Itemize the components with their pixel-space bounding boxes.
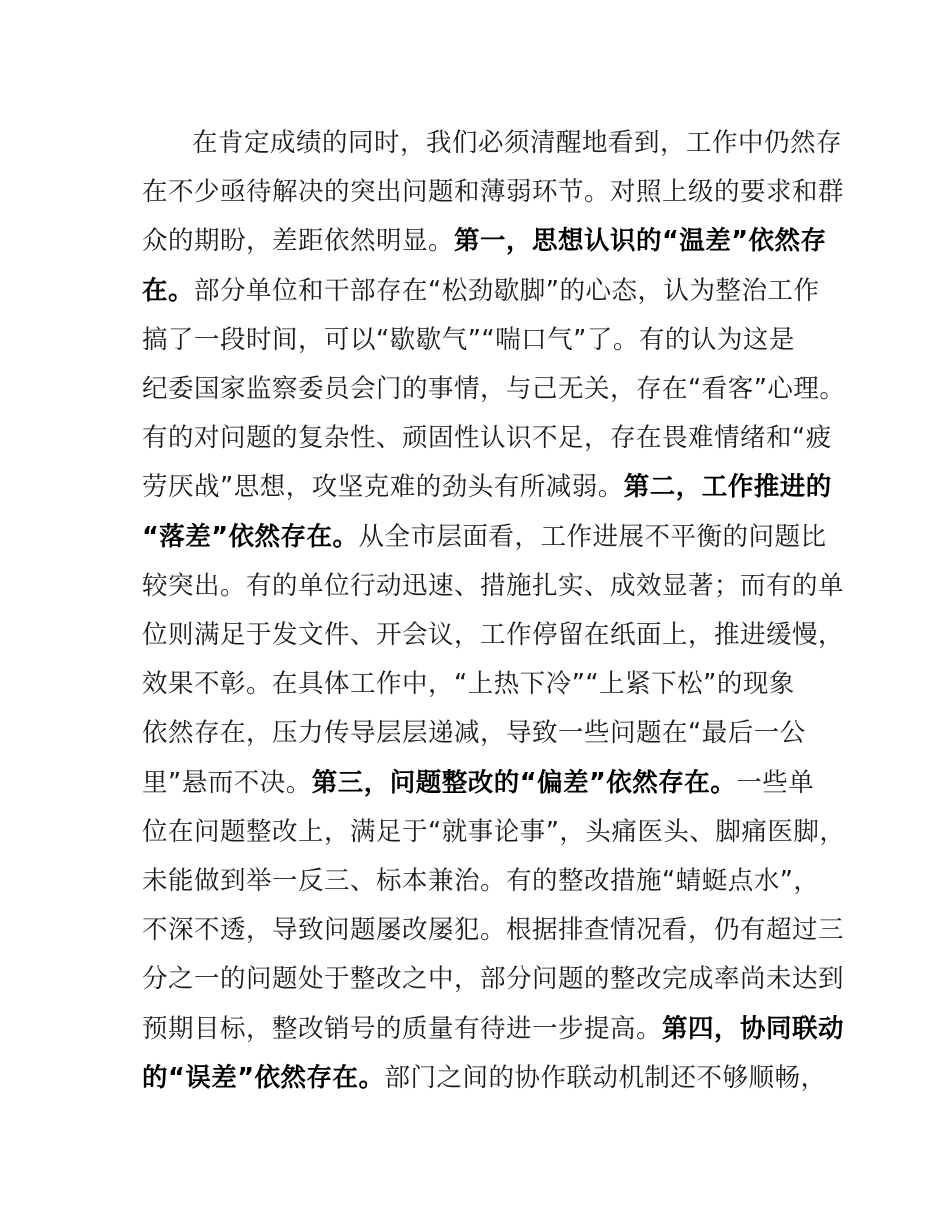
text-line	[142, 815, 845, 849]
text-line	[142, 962, 844, 996]
text-segment: 部分单位和干部存在“松劲歇脚”的心态，认为整治工作	[194, 276, 820, 306]
text-line	[142, 716, 806, 750]
text-segment: 效果不彰。在具体工作中，“上热下冷”“上紧下松”的现象	[142, 669, 795, 699]
text-line	[142, 421, 832, 455]
text-segment: 从全市层面看，工作进展不平衡的问题比	[358, 522, 827, 552]
text-segment: 位在问题整改上，满足于“就事论事”，头痛医头、脚痛医脚，	[142, 817, 846, 847]
text-segment: 部门之间的协作联动机制还不够顺畅，	[384, 1063, 827, 1093]
text-segment: 劳厌战”思想，攻坚克难的劲头有所减弱。	[142, 472, 624, 502]
text-line	[142, 175, 844, 209]
text-segment: 较突出。有的单位行动迅速、措施扎实、成效显著；而有的单	[142, 571, 845, 601]
text-line	[142, 372, 845, 406]
text-line	[142, 569, 844, 603]
bold-heading-segment: 第一，思想认识的“温差”依然存	[454, 226, 827, 256]
text-segment: 依然存在，压力传导层层递减，导致一些问题在“最后一公	[142, 718, 806, 748]
text-line	[142, 1061, 827, 1095]
bold-heading-segment: 的“误差”依然存在。	[142, 1063, 385, 1093]
text-line	[142, 913, 844, 947]
text-segment: 纪委国家监察委员会门的事情，与己无关，存在“看客”心理。	[142, 374, 846, 404]
text-line	[142, 224, 827, 258]
text-segment: 有的对问题的复杂性、顽固性认识不足，存在畏难情绪和“疲	[142, 423, 832, 453]
text-line	[142, 274, 819, 308]
text-line	[142, 470, 832, 504]
bold-heading-segment: 第二，工作推进的	[623, 472, 832, 502]
text-segment: 预期目标，整改销号的质量有待进一步提高。	[142, 1014, 663, 1044]
text-segment: 不深不透，导致问题屡改屡犯。根据排查情况看，仍有超过三	[142, 915, 845, 945]
bold-heading-segment: 第三，问题整改的“偏差”依然存在。	[311, 768, 737, 798]
text-segment: 在肯定成绩的同时，我们必须清醒地看到，工作中仍然存	[192, 128, 843, 158]
text-line	[142, 766, 814, 800]
text-segment: 在不少亟待解决的突出问题和薄弱环节。对照上级的要求和群	[142, 177, 845, 207]
text-segment: 一些单	[736, 768, 815, 798]
text-line	[142, 618, 844, 652]
text-segment: 未能做到举一反三、标本兼治。有的整改措施“蜻蜓点水”，	[142, 866, 820, 896]
text-line	[142, 1012, 844, 1046]
bold-heading-segment: “落差”依然存在。	[142, 522, 359, 552]
text-line	[192, 126, 842, 160]
bold-heading-segment: 第四，协同联动	[662, 1014, 845, 1044]
text-line	[142, 667, 795, 701]
text-segment: 位则满足于发文件、开会议，工作停留在纸面上，推进缓慢，	[142, 620, 845, 650]
text-line	[142, 323, 795, 357]
text-segment: 分之一的问题处于整改之中，部分问题的整改完成率尚未达到	[142, 964, 845, 994]
text-segment: 众的期盼，差距依然明显。	[142, 226, 455, 256]
text-line	[142, 520, 827, 554]
text-segment: 搞了一段时间，可以“歇歇气”“喘口气”了。有的认为这是	[142, 325, 795, 355]
text-segment: 里”悬而不决。	[142, 768, 312, 798]
text-line	[142, 864, 819, 898]
bold-heading-segment: 在。	[142, 276, 195, 306]
